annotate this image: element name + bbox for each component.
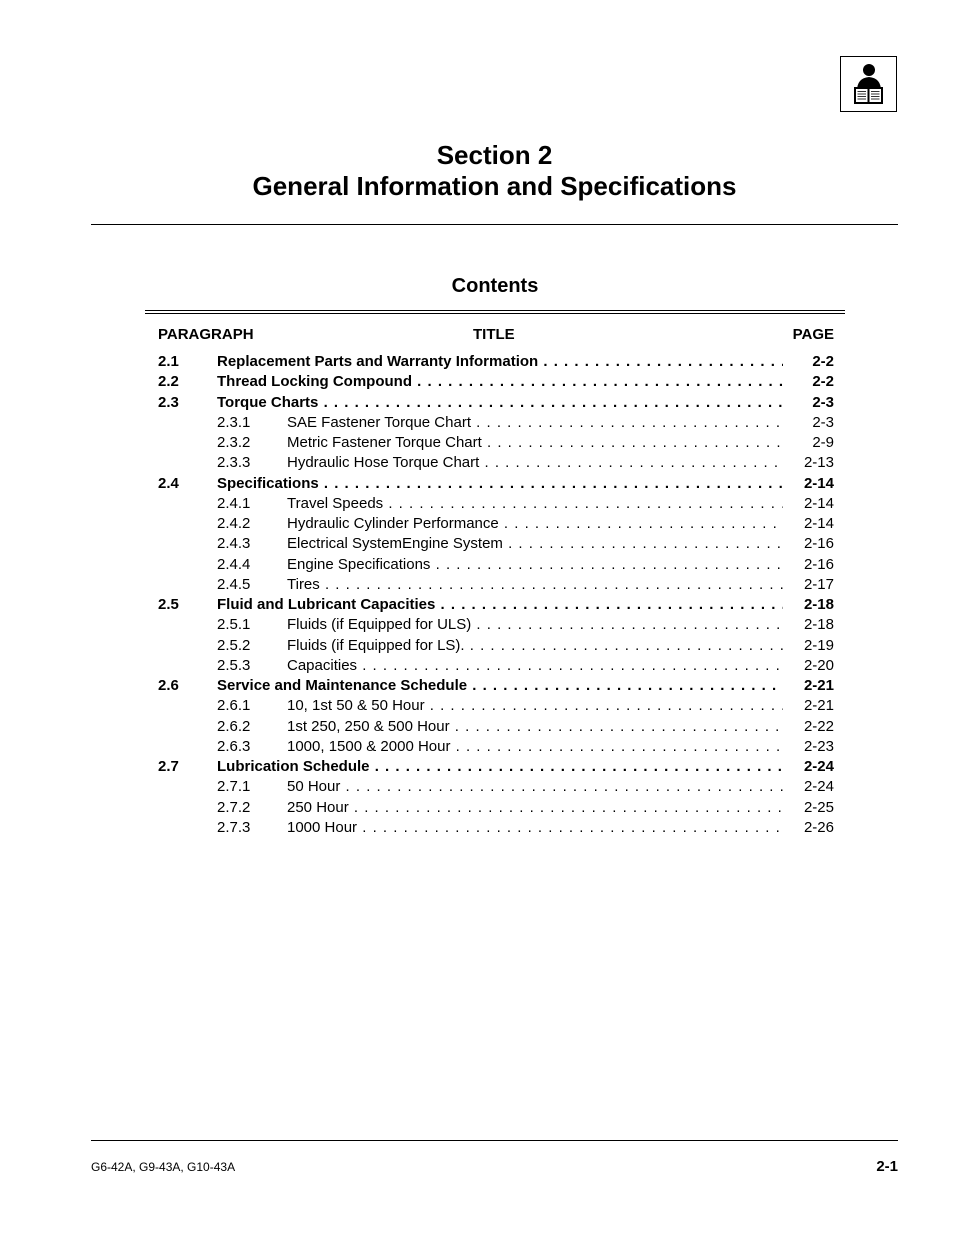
toc-entry-page: 2-19 (803, 636, 834, 654)
column-header-paragraph: PARAGRAPH (158, 326, 254, 343)
toc-entry-page: 2-17 (803, 575, 834, 593)
toc-entry (158, 737, 834, 757)
toc-entry-number: 2.5 (158, 596, 179, 613)
toc-entry-page: 2-20 (803, 656, 834, 674)
toc-entry (158, 717, 834, 737)
toc-entry (158, 656, 834, 676)
top-divider (91, 224, 898, 225)
toc-entry-title: Torque Charts . . . (217, 393, 783, 413)
toc-entry-page: 2-16 (803, 555, 834, 573)
toc-entry-number: 2.4.3 (217, 535, 251, 553)
toc-entry-number: 2.7.1 (217, 778, 251, 796)
toc-entry-title: Tires . . . (287, 575, 783, 595)
toc-entry (158, 372, 834, 392)
toc-entry (158, 514, 834, 534)
toc-entry-page: 2-25 (803, 798, 834, 816)
toc-entry-title: Fluids (if Equipped for ULS) . . . (287, 615, 783, 635)
toc-entry-title: Hydraulic Hose Torque Chart . . . (287, 453, 783, 473)
toc-entry-page: 2-14 (803, 515, 834, 532)
toc-entry-title: 1000, 1500 & 2000 Hour . . . (287, 737, 783, 757)
toc-entry (158, 798, 834, 818)
toc-entry-number: 2.3 (158, 393, 179, 411)
toc-entry-number: 2.5.2 (217, 636, 251, 654)
toc-entry-number: 2.1 (158, 353, 179, 370)
toc-entry-number: 2.4.2 (217, 515, 251, 532)
footer-divider (91, 1140, 898, 1141)
toc-entry (158, 818, 834, 838)
toc-entry-page: 2-24 (803, 778, 834, 796)
toc-entry-title: Engine Specifications . . . (287, 555, 783, 575)
toc-entry-page: 2-3 (812, 413, 834, 431)
toc-entry-title: 50 Hour . . . (287, 777, 783, 797)
toc-entry-title: Travel Speeds . . . (287, 494, 783, 514)
toc-entry-page: 2-2 (812, 373, 834, 391)
toc-entry-title: 250 Hour . . . (287, 798, 783, 818)
toc-entry-number: 2.5.1 (217, 616, 251, 634)
footer-page-number: 2-1 (876, 1158, 898, 1175)
toc-entry (158, 393, 834, 413)
toc-entry-page: 2-18 (803, 616, 834, 634)
toc-entry-page: 2-18 (803, 596, 834, 613)
toc-entry-number: 2.6 (158, 677, 179, 694)
toc-entry-page: 2-13 (803, 454, 834, 472)
toc-entry (158, 595, 834, 615)
toc-entry-page: 2-14 (803, 474, 834, 492)
toc-entry-number: 2.7.3 (217, 818, 251, 836)
toc-entry (158, 575, 834, 595)
section-number: Section 2 (436, 140, 553, 170)
toc-entry-page: 2-21 (803, 677, 834, 694)
toc-entry (158, 534, 834, 554)
toc-entry (158, 413, 834, 433)
toc-entry-page: 2-26 (803, 818, 834, 836)
toc-entry-page: 2-21 (803, 697, 834, 715)
footer-models: G6-42A, G9-43A, G10-43A (91, 1160, 236, 1174)
toc-entry-number: 2.4.5 (217, 575, 251, 593)
toc-entry-number: 2.6.1 (217, 697, 251, 715)
toc-entry-number: 2.4.4 (217, 555, 251, 573)
toc-entry-page: 2-22 (803, 717, 834, 735)
table-of-contents (158, 352, 834, 838)
column-header-title: TITLE (473, 326, 515, 343)
toc-entry (158, 676, 834, 696)
toc-entry-page: 2-24 (803, 758, 834, 775)
toc-entry-number: 2.4 (158, 474, 179, 492)
toc-entry (158, 696, 834, 716)
toc-entry-page: 2-9 (812, 434, 834, 451)
toc-entry-title: Fluid and Lubricant Capacities . . . (217, 595, 783, 615)
toc-entry-title: 1000 Hour . . . (287, 818, 783, 838)
toc-entry-page: 2-16 (803, 535, 834, 553)
toc-entry-page: 2-23 (803, 737, 834, 755)
toc-entry-title: Metric Fastener Torque Chart . . . (287, 433, 783, 453)
toc-entry-title: 1st 250, 250 & 500 Hour . . . (287, 717, 783, 737)
reader-book-icon (840, 56, 897, 112)
toc-entry-title: Capacities . . . (287, 656, 783, 676)
toc-entry-title: Replacement Parts and Warranty Information . . . (217, 352, 783, 372)
toc-entry-number: 2.7 (158, 758, 179, 775)
toc-entry-title: SAE Fastener Torque Chart . . . (287, 413, 783, 433)
toc-entry-title: Thread Locking Compound . . . (217, 372, 783, 392)
toc-entry-title: Lubrication Schedule . . . (217, 757, 783, 777)
toc-entry-number: 2.4.1 (217, 494, 251, 512)
toc-entry-page: 2-14 (803, 494, 834, 512)
toc-entry-title: Specifications . . . (217, 474, 783, 494)
toc-entry-title: Electrical SystemEngine System . . . (287, 534, 783, 554)
section-name: General Information and Specifications (252, 171, 737, 201)
toc-entry-title: Service and Maintenance Schedule . . . (217, 676, 783, 696)
contents-heading: Contents (451, 275, 539, 297)
toc-entry (158, 433, 834, 453)
toc-entry-page: 2-3 (812, 393, 834, 411)
toc-entry-number: 2.2 (158, 373, 179, 391)
toc-entry-number: 2.5.3 (217, 656, 251, 674)
section-title (91, 140, 898, 202)
toc-entry (158, 453, 834, 473)
toc-entry-number: 2.3.2 (217, 434, 251, 451)
contents-double-rule (145, 310, 845, 314)
toc-entry-number: 2.3.3 (217, 454, 251, 472)
toc-entry-title: 10, 1st 50 & 50 Hour . . . (287, 696, 783, 716)
toc-entry (158, 474, 834, 494)
toc-entry-number: 2.3.1 (217, 413, 251, 431)
toc-entry (158, 777, 834, 797)
toc-entry (158, 352, 834, 372)
toc-entry-title: Fluids (if Equipped for LS). . . . (287, 636, 783, 656)
toc-entry-page: 2-2 (812, 353, 834, 370)
column-header-page: PAGE (792, 326, 834, 343)
toc-entry (158, 757, 834, 777)
toc-entry-number: 2.7.2 (217, 798, 251, 816)
toc-entry (158, 555, 834, 575)
toc-entry (158, 615, 834, 635)
toc-entry (158, 494, 834, 514)
toc-entry-title: Hydraulic Cylinder Performance . . . (287, 514, 783, 534)
toc-entry (158, 636, 834, 656)
toc-entry-number: 2.6.3 (217, 737, 251, 755)
toc-entry-number: 2.6.2 (217, 717, 251, 735)
